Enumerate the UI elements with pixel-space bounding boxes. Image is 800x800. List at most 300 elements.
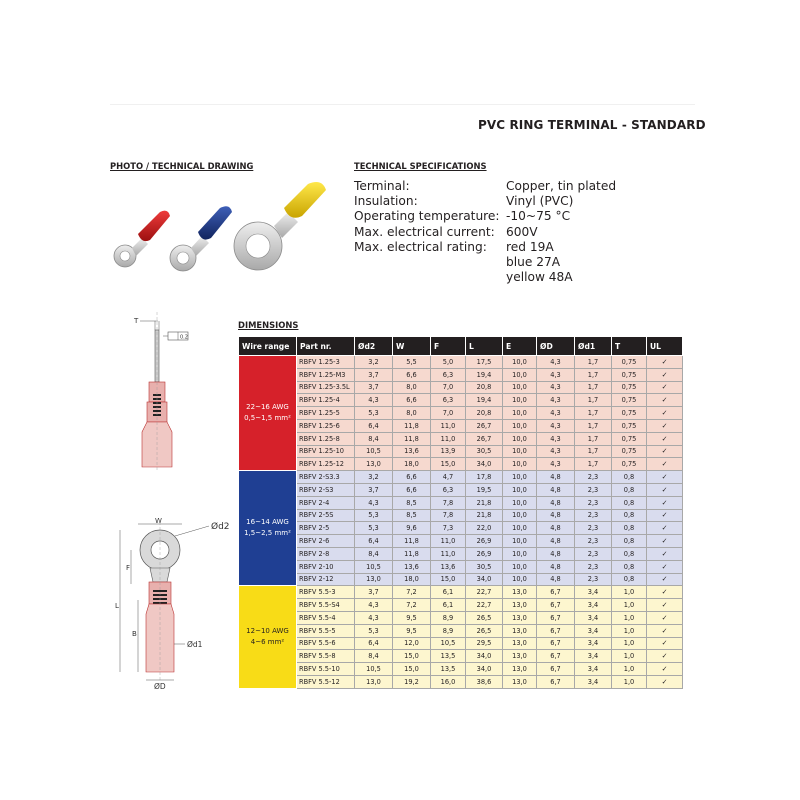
table-cell: 4,3 — [537, 381, 575, 394]
table-cell: 13,0 — [503, 675, 537, 688]
spec-row — [354, 225, 616, 240]
table-cell: 7,3 — [431, 522, 466, 535]
table-cell: 0,8 — [612, 522, 647, 535]
wire-range-red — [239, 356, 297, 471]
blue-terminal — [170, 206, 232, 271]
table-row — [239, 394, 683, 407]
table-row — [239, 637, 683, 650]
spec-value: 600V — [506, 224, 538, 239]
table-row — [239, 611, 683, 624]
part-number-cell: RBFV 1.25-4 — [297, 394, 355, 407]
table-row — [239, 483, 683, 496]
table-cell: 10,0 — [503, 394, 537, 407]
table-cell: 13,6 — [393, 560, 431, 573]
table-cell: 6,4 — [355, 637, 393, 650]
table-cell: 34,0 — [466, 663, 503, 676]
table-cell: 34,0 — [466, 573, 503, 586]
table-cell: 1,7 — [575, 368, 612, 381]
table-cell: 13,0 — [503, 624, 537, 637]
table-cell: 13,0 — [503, 586, 537, 599]
table-cell: 6,6 — [393, 368, 431, 381]
table-cell: 7,2 — [393, 586, 431, 599]
table-cell: 5,3 — [355, 407, 393, 420]
ul-check-icon: ✓ — [647, 675, 683, 688]
table-cell: 3,7 — [355, 586, 393, 599]
table-cell: 3,7 — [355, 368, 393, 381]
table-cell: 1,7 — [575, 419, 612, 432]
table-cell: 9,6 — [393, 522, 431, 535]
table-cell: 2,3 — [575, 522, 612, 535]
part-number-cell: RBFV 1.25-M3 — [297, 368, 355, 381]
table-cell: 2,3 — [575, 547, 612, 560]
dim-d-label: ØD — [154, 682, 166, 691]
photo-heading: PHOTO / TECHNICAL DRAWING — [110, 161, 254, 171]
table-cell: 8,4 — [355, 547, 393, 560]
ul-check-icon: ✓ — [647, 483, 683, 496]
table-cell: 10,0 — [503, 496, 537, 509]
dimensions-table — [238, 336, 683, 689]
part-number-cell: RBFV 2-10 — [297, 560, 355, 573]
part-number-cell: RBFV 2-S3.3 — [297, 471, 355, 484]
table-cell: 18,0 — [393, 573, 431, 586]
spec-value: blue 27A — [506, 254, 561, 269]
spec-row — [354, 194, 616, 209]
part-number-cell: RBFV 1.25-6 — [297, 419, 355, 432]
part-number-cell: RBFV 5.5-4 — [297, 611, 355, 624]
spec-label: Terminal: — [354, 179, 410, 193]
table-cell: 4,8 — [537, 573, 575, 586]
table-cell: 10,0 — [503, 432, 537, 445]
table-cell: 1,7 — [575, 356, 612, 369]
table-cell: 13,6 — [393, 445, 431, 458]
table-cell: 8,9 — [431, 611, 466, 624]
part-number-cell: RBFV 5.5-S4 — [297, 599, 355, 612]
table-cell: 3,7 — [355, 483, 393, 496]
table-cell: 6,6 — [393, 483, 431, 496]
table-cell: 11,0 — [431, 535, 466, 548]
wire-range-line: 0,5~1,5 mm² — [244, 414, 291, 423]
table-cell: 0,8 — [612, 547, 647, 560]
ul-check-icon: ✓ — [647, 535, 683, 548]
table-cell: 4,8 — [537, 496, 575, 509]
header-row — [239, 337, 683, 356]
table-cell: 10,0 — [503, 381, 537, 394]
table-cell: 13,6 — [431, 560, 466, 573]
table-cell: 30,5 — [466, 445, 503, 458]
table-cell: 4,3 — [537, 445, 575, 458]
table-row — [239, 599, 683, 612]
table-cell: 21,8 — [466, 509, 503, 522]
table-row — [239, 419, 683, 432]
table-cell: 0,75 — [612, 394, 647, 407]
table-cell: 6,3 — [431, 368, 466, 381]
ul-check-icon: ✓ — [647, 471, 683, 484]
table-cell: 5,5 — [393, 356, 431, 369]
table-cell: 5,3 — [355, 624, 393, 637]
table-cell: 10,0 — [503, 445, 537, 458]
table-cell: 4,3 — [537, 419, 575, 432]
ul-check-icon: ✓ — [647, 432, 683, 445]
table-cell: 5,3 — [355, 509, 393, 522]
table-cell: 1,7 — [575, 394, 612, 407]
table-cell: 3,4 — [575, 650, 612, 663]
table-cell: 19,2 — [393, 675, 431, 688]
table-cell: 11,8 — [393, 535, 431, 548]
table-cell: 4,3 — [355, 611, 393, 624]
table-cell: 4,3 — [537, 432, 575, 445]
table-cell: 10,5 — [355, 663, 393, 676]
table-cell: 2,3 — [575, 560, 612, 573]
table-cell: 5,0 — [431, 356, 466, 369]
table-cell: 6,6 — [393, 394, 431, 407]
table-cell: 1,0 — [612, 650, 647, 663]
table-cell: 3,4 — [575, 624, 612, 637]
table-cell: 4,3 — [537, 458, 575, 471]
spec-label: Max. electrical rating: — [354, 239, 487, 254]
column-header: Ød2 — [355, 337, 393, 356]
table-cell: 0,8 — [612, 509, 647, 522]
table-cell: 2,3 — [575, 573, 612, 586]
table-body — [239, 356, 683, 689]
part-number-cell: RBFV 5.5-3 — [297, 586, 355, 599]
table-cell: 4,8 — [537, 535, 575, 548]
table-cell: 26,9 — [466, 535, 503, 548]
part-number-cell: RBFV 1.25-12 — [297, 458, 355, 471]
table-header — [239, 337, 683, 356]
table-cell: 0,75 — [612, 356, 647, 369]
ul-check-icon: ✓ — [647, 599, 683, 612]
table-cell: 26,7 — [466, 432, 503, 445]
table-cell: 4,8 — [537, 560, 575, 573]
table-cell: 3,4 — [575, 675, 612, 688]
table-cell: 3,2 — [355, 356, 393, 369]
ul-check-icon: ✓ — [647, 407, 683, 420]
table-cell: 4,8 — [537, 522, 575, 535]
table-row — [239, 407, 683, 420]
dimensions-heading: DIMENSIONS — [238, 320, 299, 330]
dim-b-label: B — [132, 630, 137, 638]
table-cell: 15,0 — [393, 663, 431, 676]
table-cell: 0,75 — [612, 445, 647, 458]
specs-list — [354, 179, 616, 285]
table-cell: 4,8 — [537, 547, 575, 560]
spec-label: Operating temperature: — [354, 209, 500, 224]
table-cell: 13,0 — [503, 650, 537, 663]
wire-range-line: 12~10 AWG — [246, 627, 289, 636]
table-cell: 21,8 — [466, 496, 503, 509]
part-number-cell: RBFV 1.25-8 — [297, 432, 355, 445]
table-cell: 6,7 — [537, 586, 575, 599]
part-number-cell: RBFV 1.25-3.5L — [297, 381, 355, 394]
table-cell: 0,8 — [612, 535, 647, 548]
side-view-drawing — [118, 312, 218, 478]
table-row — [239, 368, 683, 381]
table-cell: 10,5 — [431, 637, 466, 650]
part-number-cell: RBFV 1.25-10 — [297, 445, 355, 458]
table-cell: 2,3 — [575, 483, 612, 496]
table-cell: 34,0 — [466, 650, 503, 663]
wire-range-line: 1,5~2,5 mm² — [244, 529, 291, 538]
table-cell: 13,0 — [503, 599, 537, 612]
table-cell: 22,7 — [466, 599, 503, 612]
table-cell: 4,3 — [355, 496, 393, 509]
column-header: F — [431, 337, 466, 356]
table-cell: 6,1 — [431, 599, 466, 612]
table-cell: 6,1 — [431, 586, 466, 599]
ul-check-icon: ✓ — [647, 624, 683, 637]
dim-t-label: T — [134, 317, 139, 325]
table-cell: 4,8 — [537, 471, 575, 484]
part-number-cell: RBFV 5.5-8 — [297, 650, 355, 663]
column-header: W — [393, 337, 431, 356]
column-header: UL — [647, 337, 683, 356]
table-cell: 3,4 — [575, 599, 612, 612]
table-cell: 16,0 — [431, 675, 466, 688]
table-cell: 0,75 — [612, 368, 647, 381]
red-terminal — [114, 211, 170, 267]
table-cell: 11,0 — [431, 432, 466, 445]
table-cell: 20,8 — [466, 381, 503, 394]
spec-label — [354, 270, 506, 285]
table-cell: 10,0 — [503, 368, 537, 381]
table-row — [239, 535, 683, 548]
table-cell: 9,5 — [393, 624, 431, 637]
ul-check-icon: ✓ — [647, 381, 683, 394]
table-cell: 1,0 — [612, 675, 647, 688]
spec-row — [354, 209, 616, 224]
part-number-cell: RBFV 5.5-5 — [297, 624, 355, 637]
table-cell: 17,5 — [466, 356, 503, 369]
table-cell: 1,0 — [612, 611, 647, 624]
table-cell: 4,8 — [537, 509, 575, 522]
table-cell: 10,0 — [503, 560, 537, 573]
table-cell: 8,5 — [393, 496, 431, 509]
table-cell: 5,3 — [355, 522, 393, 535]
table-cell: 13,0 — [355, 675, 393, 688]
table-row — [239, 445, 683, 458]
table-cell: 10,0 — [503, 509, 537, 522]
ul-check-icon: ✓ — [647, 419, 683, 432]
ul-check-icon: ✓ — [647, 496, 683, 509]
table-cell: 7,0 — [431, 407, 466, 420]
table-cell: 10,0 — [503, 573, 537, 586]
part-number-cell: RBFV 5.5-10 — [297, 663, 355, 676]
table-cell: 2,3 — [575, 535, 612, 548]
table-cell: 34,0 — [466, 458, 503, 471]
table-cell: 10,5 — [355, 445, 393, 458]
ul-check-icon: ✓ — [647, 458, 683, 471]
table-cell: 1,0 — [612, 637, 647, 650]
table-row — [239, 496, 683, 509]
spec-row — [354, 179, 616, 194]
table-cell: 0,75 — [612, 407, 647, 420]
table-cell: 1,0 — [612, 599, 647, 612]
table-row — [239, 573, 683, 586]
part-number-cell: RBFV 2-5 — [297, 522, 355, 535]
ul-check-icon: ✓ — [647, 356, 683, 369]
wire-range-line: 4~6 mm² — [250, 638, 285, 647]
table-row — [239, 471, 683, 484]
wire-range-yellow — [239, 586, 297, 688]
table-cell: 10,0 — [503, 535, 537, 548]
table-cell: 11,8 — [393, 432, 431, 445]
table-row — [239, 560, 683, 573]
table-cell: 3,4 — [575, 637, 612, 650]
table-cell: 22,0 — [466, 522, 503, 535]
table-cell: 4,3 — [355, 394, 393, 407]
column-header: Ød1 — [575, 337, 612, 356]
ul-check-icon: ✓ — [647, 650, 683, 663]
table-cell: 6,7 — [537, 650, 575, 663]
ul-check-icon: ✓ — [647, 368, 683, 381]
table-row — [239, 586, 683, 599]
column-header: Part nr. — [297, 337, 355, 356]
header-divider — [110, 104, 695, 105]
table-row — [239, 675, 683, 688]
table-cell: 8,0 — [393, 407, 431, 420]
column-header: Wire range — [239, 337, 297, 356]
table-cell: 10,0 — [503, 419, 537, 432]
wire-range-line: 22~16 AWG — [246, 403, 289, 412]
wire-range-blue — [239, 471, 297, 586]
tolerance-label: 0.2 — [180, 334, 188, 341]
table-cell: 1,7 — [575, 381, 612, 394]
table-cell: 26,7 — [466, 419, 503, 432]
table-cell: 6,4 — [355, 535, 393, 548]
table-cell: 4,3 — [537, 368, 575, 381]
table-cell: 1,0 — [612, 663, 647, 676]
wire-range-line: 16~14 AWG — [246, 518, 289, 527]
table-cell: 11,0 — [431, 419, 466, 432]
table-row — [239, 381, 683, 394]
ul-check-icon: ✓ — [647, 445, 683, 458]
table-row — [239, 522, 683, 535]
table-cell: 0,8 — [612, 471, 647, 484]
table-cell: 8,4 — [355, 432, 393, 445]
table-cell: 15,0 — [431, 573, 466, 586]
table-cell: 18,0 — [393, 458, 431, 471]
table-row — [239, 663, 683, 676]
table-cell: 13,0 — [503, 611, 537, 624]
table-cell: 6,3 — [431, 394, 466, 407]
table-row — [239, 624, 683, 637]
table-cell: 13,0 — [355, 458, 393, 471]
table-cell: 3,7 — [355, 381, 393, 394]
ul-check-icon: ✓ — [647, 573, 683, 586]
table-cell: 2,3 — [575, 496, 612, 509]
table-cell: 20,8 — [466, 407, 503, 420]
table-cell: 8,5 — [393, 509, 431, 522]
column-header: L — [466, 337, 503, 356]
table-cell: 1,7 — [575, 407, 612, 420]
spec-row — [354, 270, 616, 285]
table-cell: 10,5 — [355, 560, 393, 573]
table-row — [239, 509, 683, 522]
table-cell: 6,3 — [431, 483, 466, 496]
table-cell: 10,0 — [503, 458, 537, 471]
table-cell: 13,5 — [431, 650, 466, 663]
part-number-cell: RBFV 5.5-12 — [297, 675, 355, 688]
ul-check-icon: ✓ — [647, 522, 683, 535]
table-cell: 6,7 — [537, 599, 575, 612]
table-cell: 4,7 — [431, 471, 466, 484]
table-cell: 6,4 — [355, 419, 393, 432]
table-cell: 26,5 — [466, 611, 503, 624]
dim-d2-label: Ød2 — [211, 522, 230, 532]
table-row — [239, 547, 683, 560]
terminal-photo — [108, 178, 340, 273]
table-row — [239, 432, 683, 445]
spec-row — [354, 255, 616, 270]
part-number-cell: RBFV 2-S3 — [297, 483, 355, 496]
column-header: E — [503, 337, 537, 356]
table-cell: 13,5 — [431, 663, 466, 676]
ul-check-icon: ✓ — [647, 560, 683, 573]
table-cell: 30,5 — [466, 560, 503, 573]
table-cell: 8,0 — [393, 381, 431, 394]
table-cell: 1,7 — [575, 445, 612, 458]
table-cell: 0,8 — [612, 483, 647, 496]
table-cell: 1,7 — [575, 432, 612, 445]
ul-check-icon: ✓ — [647, 509, 683, 522]
table-cell: 11,8 — [393, 419, 431, 432]
table-cell: 6,7 — [537, 624, 575, 637]
front-view-drawing — [105, 512, 237, 692]
table-cell: 26,5 — [466, 624, 503, 637]
column-header: T — [612, 337, 647, 356]
ul-check-icon: ✓ — [647, 394, 683, 407]
table-cell: 13,0 — [355, 573, 393, 586]
table-cell: 6,7 — [537, 637, 575, 650]
table-cell: 7,0 — [431, 381, 466, 394]
part-number-cell: RBFV 2-12 — [297, 573, 355, 586]
table-cell: 6,7 — [537, 675, 575, 688]
table-cell: 15,0 — [431, 458, 466, 471]
table-cell: 4,3 — [537, 394, 575, 407]
spec-label: Insulation: — [354, 194, 418, 209]
table-cell: 0,75 — [612, 381, 647, 394]
table-cell: 19,5 — [466, 483, 503, 496]
table-cell: 13,0 — [503, 637, 537, 650]
ul-check-icon: ✓ — [647, 586, 683, 599]
table-cell: 12,0 — [393, 637, 431, 650]
table-cell: 2,3 — [575, 509, 612, 522]
table-row — [239, 458, 683, 471]
table-cell: 0,8 — [612, 560, 647, 573]
table-cell: 7,8 — [431, 496, 466, 509]
table-cell: 10,0 — [503, 483, 537, 496]
page-title: PVC RING TERMINAL - STANDARD — [478, 118, 706, 132]
table-cell: 22,7 — [466, 586, 503, 599]
table-cell: 0,8 — [612, 496, 647, 509]
table-cell: 7,8 — [431, 509, 466, 522]
table-cell: 10,0 — [503, 547, 537, 560]
ul-check-icon: ✓ — [647, 611, 683, 624]
table-cell: 13,9 — [431, 445, 466, 458]
table-row — [239, 650, 683, 663]
spec-value: Copper, tin plated — [506, 179, 617, 193]
table-cell: 1,0 — [612, 586, 647, 599]
table-cell: 11,0 — [431, 547, 466, 560]
part-number-cell: RBFV 2-8 — [297, 547, 355, 560]
spec-label: Max. electrical current: — [354, 224, 495, 239]
table-cell: 0,8 — [612, 573, 647, 586]
dim-d1-label: Ød1 — [187, 640, 203, 649]
ul-check-icon: ✓ — [647, 547, 683, 560]
table-cell: 10,0 — [503, 356, 537, 369]
table-cell: 0,75 — [612, 458, 647, 471]
table-cell: 11,8 — [393, 547, 431, 560]
